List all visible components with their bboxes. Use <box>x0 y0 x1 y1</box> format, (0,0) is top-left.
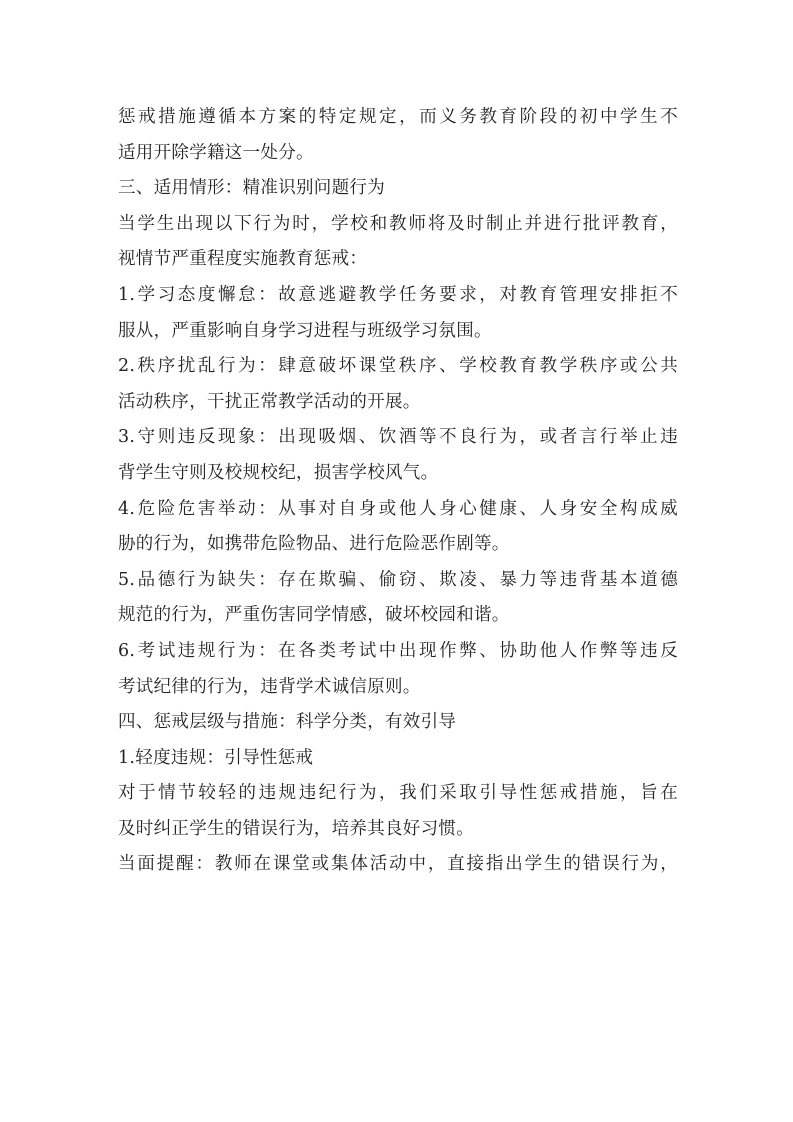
text-line: 活动秩序，干扰正常教学活动的开展。 <box>118 391 421 412</box>
text-line: 2.秩序扰乱行为：肆意破坏课堂秩序、学校教育教学秩序或公共 <box>118 356 678 377</box>
text-line: 胁的行为，如携带危险物品、进行危险恶作剧等。 <box>118 534 510 555</box>
text-line: 惩戒措施遵循本方案的特定规定，而义务教育阶段的初中学生不 <box>118 107 678 127</box>
text-line: 对于情节较轻的违规违纪行为，我们采取引导性惩戒措施，旨在 <box>118 783 678 804</box>
text-line: 适用开除学籍这一处分。 <box>118 142 314 163</box>
text-line: 4.危险危害举动：从事对自身或他人身心健康、人身安全构成威 <box>118 498 678 519</box>
text-line: 及时纠正学生的错误行为，培养其良好习惯。 <box>118 818 474 839</box>
text-line: 1.学习态度懈怠：故意逃避教学任务要求，对教育管理安排拒不 <box>118 284 678 305</box>
text-line: 规范的行为，严重伤害同学情感，破坏校园和谐。 <box>118 605 510 626</box>
text-line: 当面提醒：教师在课堂或集体活动中，直接指出学生的错误行为， <box>118 854 678 875</box>
text-line: 1.轻度违规：引导性惩戒 <box>118 747 314 768</box>
text-line: 6.考试违规行为：在各类考试中出现作弊、协助他人作弊等违反 <box>118 640 678 661</box>
text-line: 视情节严重程度实施教育惩戒： <box>118 249 368 270</box>
text-line: 考试纪律的行为，违背学术诚信原则。 <box>118 676 421 697</box>
text-line: 四、惩戒层级与措施：科学分类，有效引导 <box>118 712 457 733</box>
text-line: 背学生守则及校规校纪，损害学校风气。 <box>118 462 439 483</box>
text-line: 5.品德行为缺失：存在欺骗、偷窃、欺凌、暴力等违背基本道德 <box>118 569 678 590</box>
text-line: 服从，严重影响自身学习进程与班级学习氛围。 <box>118 320 492 341</box>
document-body <box>118 100 678 883</box>
text-line: 当学生出现以下行为时，学校和教师将及时制止并进行批评教育， <box>118 213 678 234</box>
text-line: 三、适用情形：精准识别问题行为 <box>118 178 385 199</box>
text-line: 3.守则违反现象：出现吸烟、饮酒等不良行为，或者言行举止违 <box>118 427 678 448</box>
